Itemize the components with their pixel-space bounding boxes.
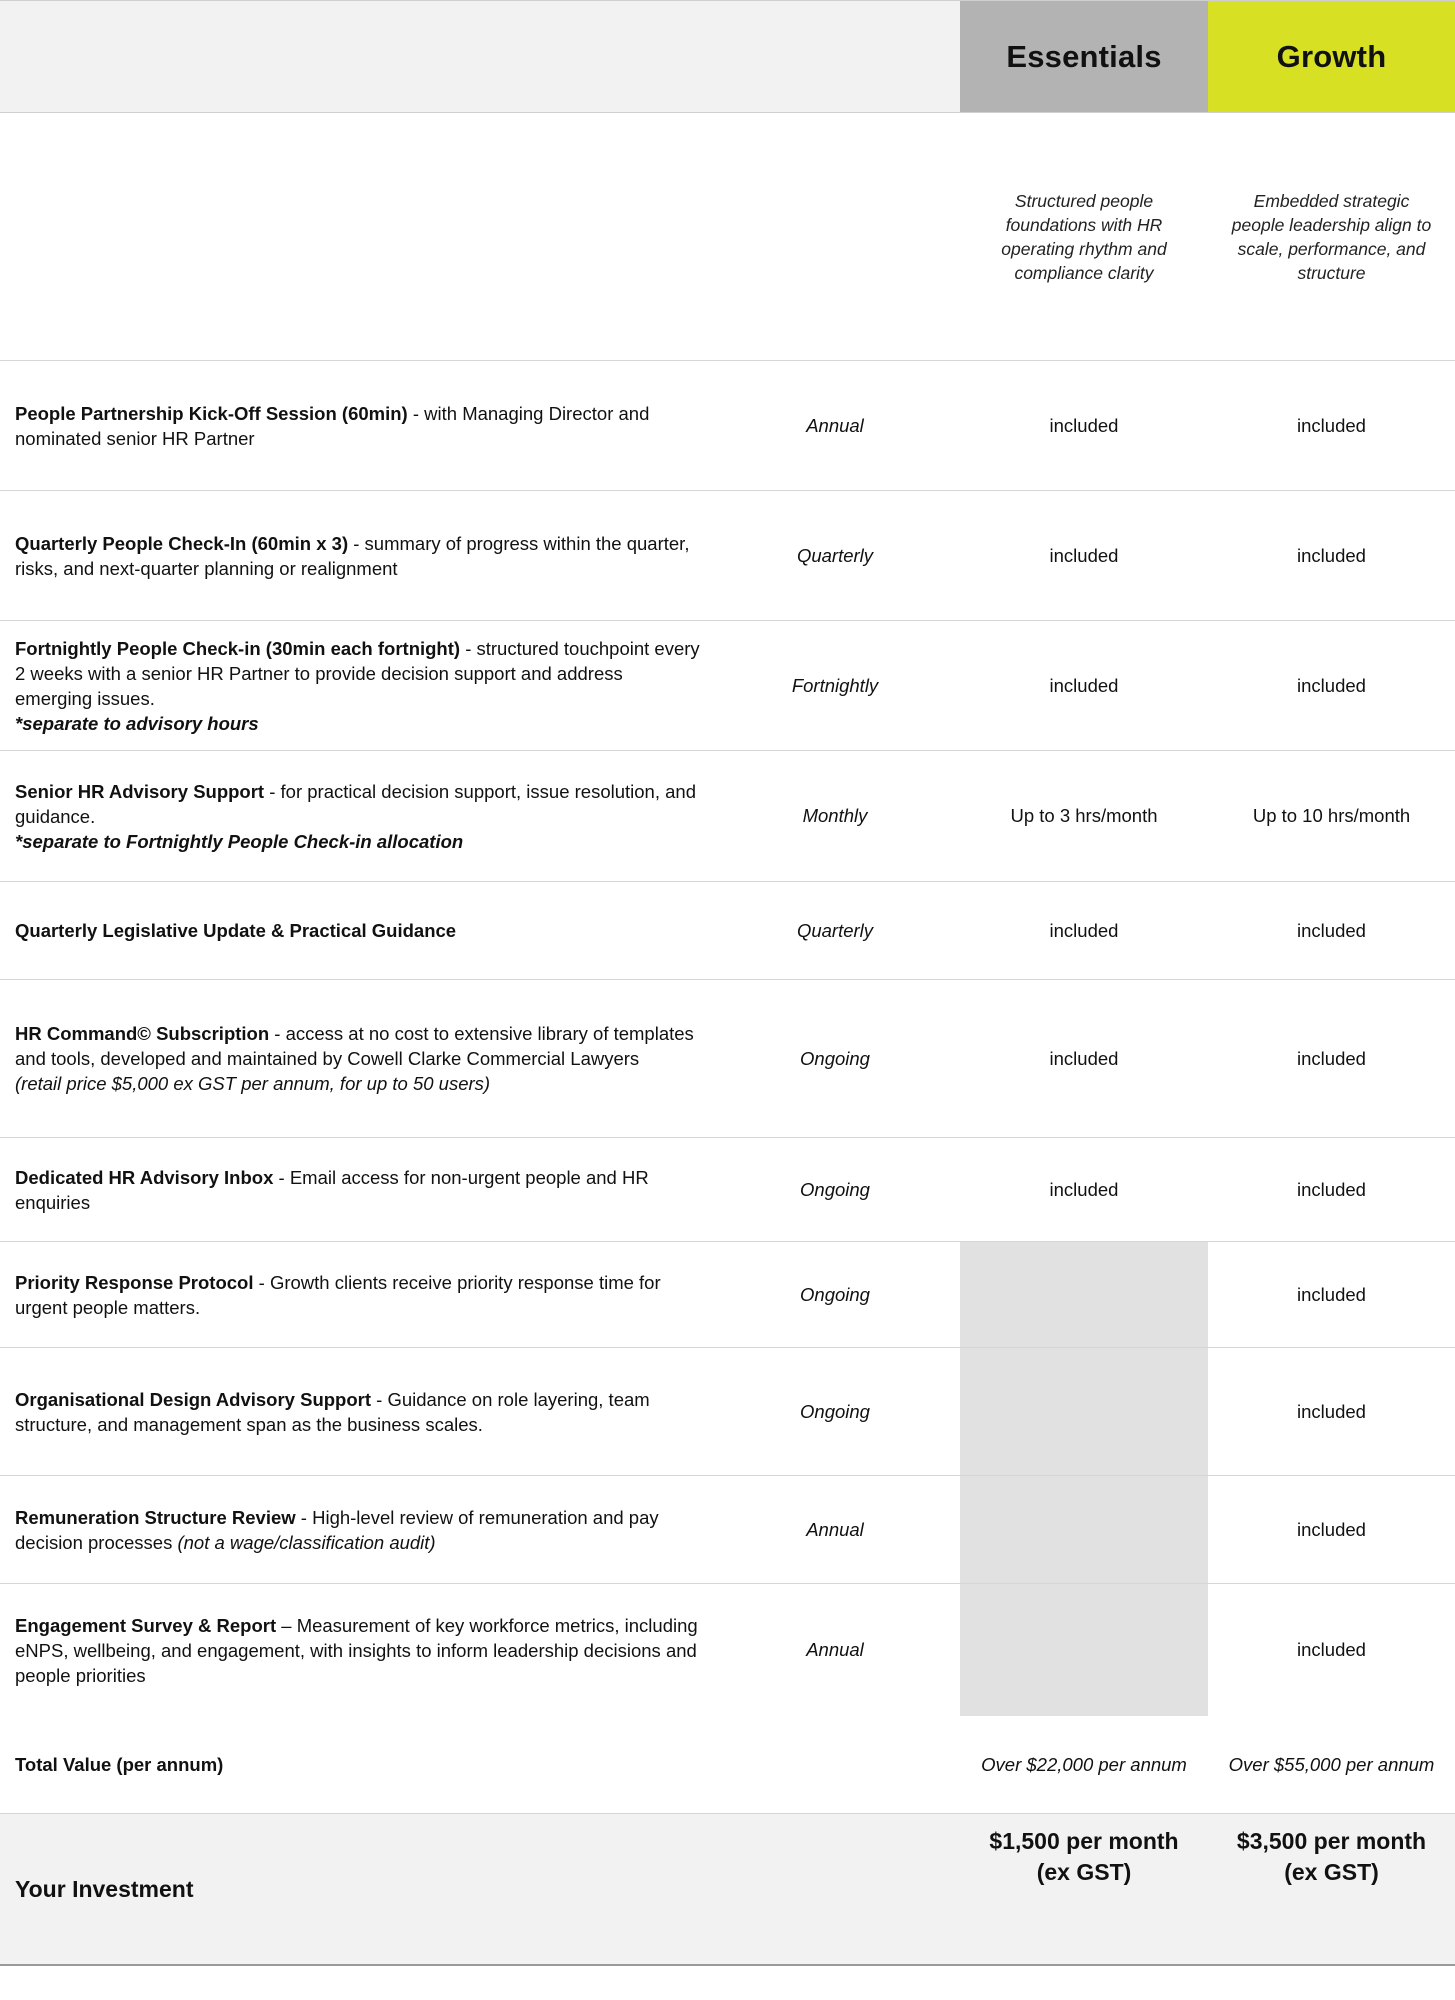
feature-title: Engagement Survey & Report bbox=[15, 1614, 277, 1636]
essentials-plan-name: Essentials bbox=[1006, 38, 1162, 74]
feature-cell bbox=[0, 621, 710, 750]
growth-value: included bbox=[1297, 414, 1366, 436]
table-row bbox=[0, 1242, 1455, 1348]
growth-plan-name: Growth bbox=[1276, 38, 1387, 74]
frequency: Monthly bbox=[802, 805, 868, 826]
growth-total-value: Over $55,000 per annum bbox=[1228, 1753, 1435, 1775]
table-row bbox=[0, 751, 1455, 882]
feature-description bbox=[15, 1387, 700, 1437]
feature-detail: – Measurement of key workforce metrics, including eNPS, wellbeing, and engagement, with insights to inform leadership decisions and people priorities bbox=[15, 1614, 698, 1686]
essentials-price-tax-note: (ex GST) bbox=[1036, 1859, 1132, 1885]
essentials-value: included bbox=[1049, 919, 1119, 941]
frequency: Annual bbox=[806, 1518, 864, 1540]
essentials-value: included bbox=[1049, 544, 1119, 566]
feature-title: Dedicated HR Advisory Inbox bbox=[15, 1166, 274, 1188]
frequency-cell bbox=[710, 1348, 960, 1475]
investment-label: Your Investment bbox=[15, 1875, 194, 1902]
essentials-cell-not-included bbox=[960, 1476, 1208, 1583]
growth-cell bbox=[1208, 1138, 1455, 1241]
feature-note: *separate to advisory hours bbox=[15, 712, 259, 734]
table-row bbox=[0, 980, 1455, 1138]
feature-title: Organisational Design Advisory Support bbox=[15, 1388, 372, 1410]
plan-header-row bbox=[0, 0, 1455, 113]
feature-description bbox=[15, 1505, 700, 1555]
frequency: Ongoing bbox=[800, 1178, 870, 1200]
growth-cell bbox=[1208, 621, 1455, 750]
feature-description bbox=[15, 779, 700, 854]
essentials-cell bbox=[960, 491, 1208, 620]
feature-cell bbox=[0, 1242, 710, 1347]
growth-cell bbox=[1208, 491, 1455, 620]
growth-price-tax-note: (ex GST) bbox=[1284, 1859, 1379, 1885]
essentials-cell bbox=[960, 1138, 1208, 1241]
feature-cell bbox=[0, 1138, 710, 1241]
growth-investment-cell bbox=[1208, 1814, 1455, 1964]
investment-label-cell bbox=[0, 1814, 710, 1964]
frequency: Annual bbox=[806, 414, 864, 436]
header-frequency-blank bbox=[710, 1, 960, 112]
growth-value: Up to 10 hrs/month bbox=[1252, 805, 1411, 826]
table-row bbox=[0, 1584, 1455, 1716]
table-row bbox=[0, 1138, 1455, 1242]
feature-description bbox=[15, 1270, 700, 1320]
table-row bbox=[0, 882, 1455, 980]
growth-value: included bbox=[1297, 1639, 1366, 1660]
header-blank bbox=[0, 1, 710, 112]
growth-value: included bbox=[1297, 544, 1366, 566]
growth-value: included bbox=[1297, 1283, 1366, 1305]
essentials-investment-cell bbox=[960, 1814, 1208, 1964]
investment-row bbox=[0, 1814, 1455, 1966]
growth-cell bbox=[1208, 882, 1455, 979]
feature-detail: - access at no cost to extensive library of templates and tools, developed and maintained by Cowell Clarke Commercial Lawyers bbox=[15, 1023, 694, 1069]
table-row bbox=[0, 1348, 1455, 1476]
feature-detail: - summary of progress within the quarter, risks, and next-quarter planning or realignment bbox=[15, 532, 690, 579]
table-row bbox=[0, 491, 1455, 621]
feature-inline-note: (not a wage/classification audit) bbox=[177, 1531, 436, 1553]
frequency: Quarterly bbox=[796, 919, 874, 941]
feature-description bbox=[15, 636, 700, 736]
essentials-cell bbox=[960, 751, 1208, 881]
growth-value: included bbox=[1297, 1047, 1366, 1069]
feature-description bbox=[15, 531, 700, 581]
essentials-cell-not-included bbox=[960, 1242, 1208, 1347]
frequency: Annual bbox=[806, 1639, 864, 1660]
total-label-cell bbox=[0, 1716, 710, 1813]
table-row bbox=[0, 621, 1455, 751]
feature-title: Senior HR Advisory Support bbox=[15, 780, 265, 802]
growth-value: included bbox=[1297, 1400, 1366, 1422]
essentials-cell bbox=[960, 361, 1208, 490]
feature-description bbox=[15, 1613, 700, 1688]
essentials-description: Structured people foundations with HR operating rhythm and compliance clarity bbox=[1001, 190, 1167, 283]
frequency-cell bbox=[710, 621, 960, 750]
feature-cell bbox=[0, 1348, 710, 1475]
growth-value: included bbox=[1297, 919, 1366, 941]
growth-description-cell bbox=[1208, 113, 1455, 360]
total-value-row bbox=[0, 1716, 1455, 1814]
essentials-value: included bbox=[1049, 414, 1119, 436]
essentials-value: Up to 3 hrs/month bbox=[1010, 805, 1158, 826]
essentials-price bbox=[989, 1826, 1178, 1888]
frequency: Ongoing bbox=[800, 1400, 870, 1422]
growth-cell bbox=[1208, 361, 1455, 490]
essentials-cell-not-included bbox=[960, 1348, 1208, 1475]
feature-cell bbox=[0, 980, 710, 1137]
total-label: Total Value (per annum) bbox=[15, 1754, 224, 1775]
frequency-cell bbox=[710, 361, 960, 490]
feature-note: *separate to Fortnightly People Check-in allocation bbox=[15, 830, 464, 852]
growth-value: included bbox=[1297, 1178, 1366, 1200]
feature-title: Quarterly Legislative Update & Practical Guidance bbox=[15, 920, 457, 941]
feature-cell bbox=[0, 361, 710, 490]
frequency-cell bbox=[710, 491, 960, 620]
feature-cell bbox=[0, 1476, 710, 1583]
essentials-cell bbox=[960, 621, 1208, 750]
growth-header bbox=[1208, 1, 1455, 112]
essentials-cell-not-included bbox=[960, 1584, 1208, 1716]
feature-detail: - for practical decision support, issue resolution, and guidance. bbox=[15, 780, 696, 827]
feature-cell bbox=[0, 882, 710, 979]
feature-note: (retail price $5,000 ex GST per annum, for up to 50 users) bbox=[15, 1073, 491, 1094]
feature-title: HR Command© Subscription bbox=[15, 1023, 270, 1044]
feature-cell bbox=[0, 751, 710, 881]
essentials-total-cell bbox=[960, 1716, 1208, 1813]
feature-detail: - structured touchpoint every 2 weeks with a senior HR Partner to provide decision support and address emerging issues. bbox=[15, 637, 700, 709]
essentials-value: included bbox=[1049, 674, 1119, 696]
essentials-total-value: Over $22,000 per annum bbox=[981, 1753, 1187, 1775]
growth-price-amount: $3,500 per month bbox=[1236, 1828, 1427, 1854]
feature-detail: - High-level review of remuneration and pay decision processes bbox=[15, 1506, 659, 1553]
frequency-cell bbox=[710, 1476, 960, 1583]
growth-price bbox=[1237, 1826, 1426, 1888]
feature-detail: - with Managing Director and nominated senior HR Partner bbox=[15, 402, 650, 449]
feature-title: People Partnership Kick-Off Session (60min) bbox=[15, 402, 408, 424]
essentials-value: included bbox=[1049, 1047, 1119, 1069]
feature-description bbox=[15, 918, 456, 943]
feature-cell bbox=[0, 1584, 710, 1716]
feature-detail: - Growth clients receive priority response time for urgent people matters. bbox=[15, 1271, 661, 1318]
feature-title: Quarterly People Check-In (60min x 3) bbox=[15, 532, 349, 554]
table-row bbox=[0, 1476, 1455, 1584]
essentials-description-cell bbox=[960, 113, 1208, 360]
feature-cell bbox=[0, 491, 710, 620]
growth-cell bbox=[1208, 1242, 1455, 1347]
feature-title: Remuneration Structure Review bbox=[15, 1506, 296, 1528]
frequency: Quarterly bbox=[796, 544, 874, 566]
essentials-cell bbox=[960, 882, 1208, 979]
feature-title: Fortnightly People Check-in (30min each fortnight) bbox=[15, 637, 461, 659]
feature-detail: - Email access for non-urgent people and HR enquiries bbox=[15, 1166, 649, 1213]
frequency-cell bbox=[710, 1584, 960, 1716]
growth-value: included bbox=[1297, 1518, 1366, 1540]
frequency: Ongoing bbox=[800, 1047, 870, 1069]
growth-value: included bbox=[1297, 674, 1366, 696]
essentials-price-amount: $1,500 per month bbox=[989, 1828, 1179, 1854]
frequency: Ongoing bbox=[800, 1283, 870, 1305]
growth-cell bbox=[1208, 751, 1455, 881]
table-row bbox=[0, 361, 1455, 491]
growth-cell bbox=[1208, 1476, 1455, 1583]
essentials-value: included bbox=[1049, 1178, 1119, 1200]
feature-description bbox=[15, 1165, 700, 1215]
growth-description: Embedded strategic people leadership align to scale, performance, and structure bbox=[1231, 190, 1432, 283]
frequency-cell bbox=[710, 882, 960, 979]
frequency-cell bbox=[710, 1242, 960, 1347]
frequency-cell bbox=[710, 980, 960, 1137]
growth-cell bbox=[1208, 1348, 1455, 1475]
plan-description-row bbox=[0, 113, 1455, 361]
frequency-cell bbox=[710, 751, 960, 881]
frequency: Fortnightly bbox=[791, 674, 879, 696]
feature-description bbox=[15, 401, 700, 451]
growth-cell bbox=[1208, 980, 1455, 1137]
feature-title: Priority Response Protocol bbox=[15, 1271, 254, 1293]
frequency-cell bbox=[710, 1138, 960, 1241]
feature-description bbox=[15, 1021, 700, 1096]
growth-cell bbox=[1208, 1584, 1455, 1716]
feature-detail: - Guidance on role layering, team structure, and management span as the business scales. bbox=[15, 1388, 650, 1435]
growth-total-cell bbox=[1208, 1716, 1455, 1813]
essentials-header bbox=[960, 1, 1208, 112]
essentials-cell bbox=[960, 980, 1208, 1137]
